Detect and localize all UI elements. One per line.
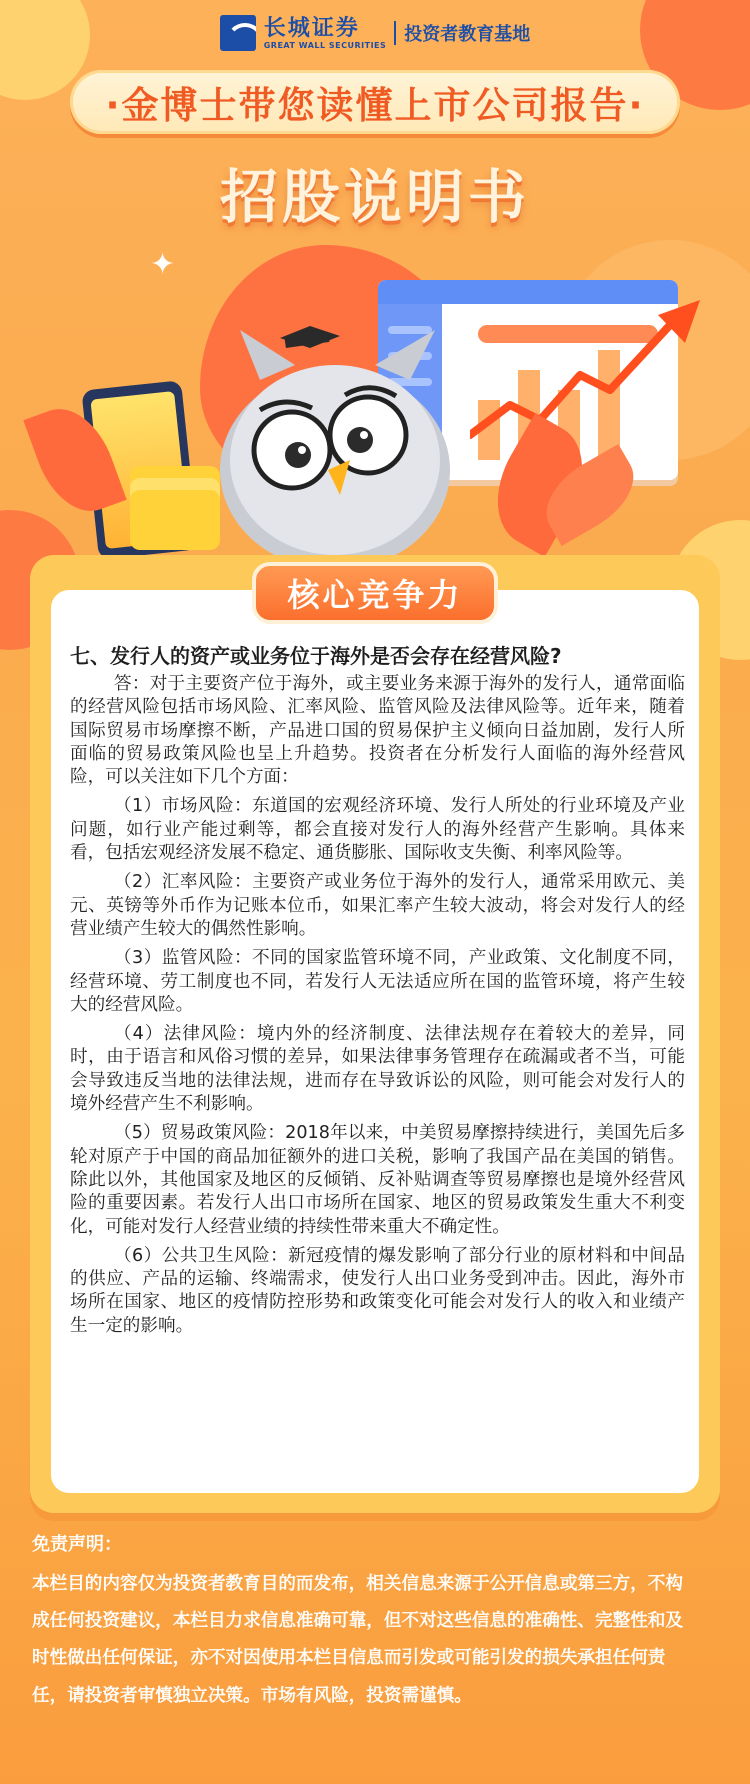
- brand-logo-text: [263, 14, 387, 50]
- risk-paragraph-public-health: （6）公共卫生风险：新冠疫情的爆发影响了部分行业的原材料和中间品的供应、产品的运输、终端需求，使发行人出口业务受到冲击。因此，海外市场所在国家、地区的疫情防控形势和政策变化可能会对发行人的收入和业绩产生一定的影响。: [70, 1245, 685, 1336]
- answer-body: [70, 673, 685, 1344]
- risk-paragraph-legal: （4）法律风险：境内外的经济制度、法律法规存在着较大的差异，同时，由于语言和风俗习惯的差异，如果法律事务管理存在疏漏或者不当，可能会导致违反当地的法律法规，进而存在导致诉讼的风险，则可能会对发行人的境外经营产生不利影响。: [70, 1024, 685, 1115]
- risk-paragraph-trade-policy: （5）贸易政策风险：2018年以来，中美贸易摩擦持续进行，美国先后多轮对原产于中国的商品加征额外的进口关税，影响了我国产品在美国的销售。除此以外，其他国家及地区的反倾销、反补贴调查等贸易摩擦也是境外经营风险的重要因素。若发行人出口市场所在国家、地区的贸易政策发生重大不利变化，可能对发行人经营业绩的持续性带来重大不确定性。: [70, 1123, 685, 1237]
- logo-chinese-name: 长城证券: [263, 14, 360, 41]
- risk-paragraph-market: （1）市场风险：东道国的宏观经济环境、发行人所处的行业环境及产业问题，如行业产能过剩等，都会直接对发行人的海外经营产生影响。具体来看，包括宏观经济发展不稳定、通货膨胀、国际收支失衡、利率风险等。: [70, 796, 685, 864]
- header-divider: [394, 21, 396, 45]
- great-wall-logo-icon: [220, 15, 256, 51]
- risk-paragraph-fx: （2）汇率风险：主要资产或业务位于海外的发行人，通常采用欧元、美元、英镑等外币作为记账本位币，如果汇率产生较大波动，将会对发行人的经营业绩产生较大的偶然性影响。: [70, 872, 685, 939]
- answer-paragraph: 答：对于主要资产位于海外，或主要业务来源于海外的发行人，通常面临的经营风险包括市场风险、汇率风险、监管风险及法律风险等。近年来，随着国际贸易市场摩擦不断，产品进口国的贸易保护主义倾向日益加剧，发行人所面临的贸易政策风险也呈上升趋势。投资者在分析发行人面临的海外经营风险，可以关注如下几个方面：: [70, 674, 685, 788]
- owl-illustration: [0, 235, 750, 565]
- question-heading: 七、发行人的资产或业务位于海外是否会存在经营风险?: [70, 644, 562, 668]
- brand-header: [0, 12, 750, 54]
- disclaimer-body: 本栏目的内容仅为投资者教育目的而发布，相关信息来源于公开信息或第三方，不构成任何投资建议，本栏目力求信息准确可靠，但不对这些信息的准确性、完整性和及时性做出任何保证，亦不对因使用本栏目信息而引发或可能引发的损失承担任何责任，请投资者审慎独立决策。市场有风险，投资需谨慎。: [32, 1574, 683, 1706]
- sparkle-icon: ✦: [150, 247, 176, 282]
- series-title: ·金博士带您读懂上市公司报告·: [105, 84, 645, 127]
- section-tag-label: 核心竞争力: [287, 576, 463, 614]
- logo-english-name: GREAT WALL SECURITIES: [263, 40, 387, 50]
- section-tag: [252, 562, 498, 624]
- trend-arrow-icon: [470, 295, 710, 465]
- header-subtitle: 投资者教育基地: [404, 24, 531, 45]
- series-banner: [70, 70, 680, 134]
- owl-mascot-icon: [200, 310, 470, 570]
- disclaimer: [32, 1530, 692, 1715]
- page-title: 招股说明书: [219, 163, 530, 231]
- risk-paragraph-regulatory: （3）监管风险：不同的国家监管环境不同，产业政策、文化制度不同，经营环境、劳工制度也不同，若发行人无法适应所在国的监管环境，将产生较大的经营风险。: [70, 948, 685, 1015]
- disclaimer-title: 免责声明：: [32, 1534, 122, 1555]
